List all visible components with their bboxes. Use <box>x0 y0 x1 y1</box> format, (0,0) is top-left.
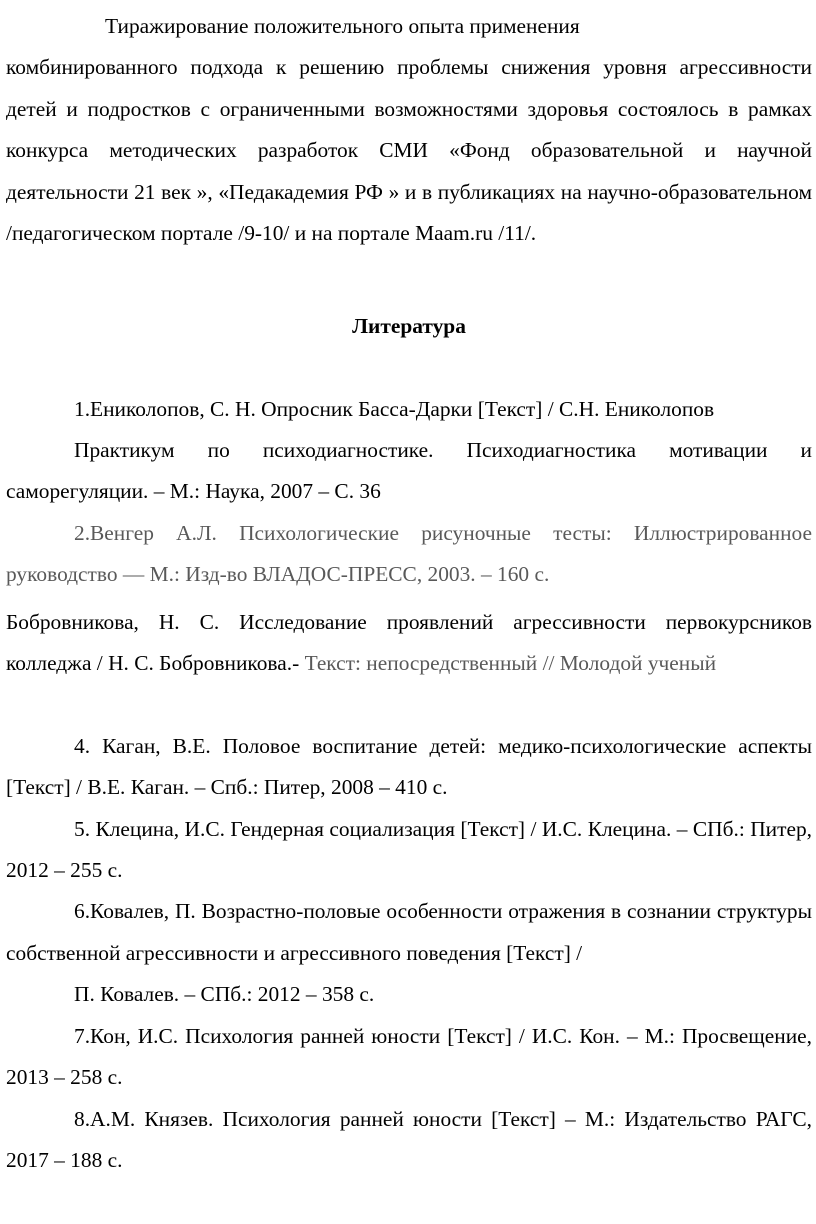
reference-item-3 <box>6 602 812 685</box>
bibliography-heading: Литература <box>352 313 466 338</box>
blank-line <box>6 254 812 295</box>
reference-item-6-continuation: П. Ковалев. – СПб.: 2012 – 358 с. <box>74 982 375 1007</box>
intro-line1: Тиражирование положительного опыта применения <box>105 14 580 38</box>
blank-line <box>6 347 812 388</box>
reference-item-5: 5. Клецина, И.С. Гендерная социализация [Текст] / И.С. Клецина. – СПб.: Питер, 2012 – 255 с. <box>6 816 812 883</box>
reference-item-6: 6.Ковалев, П. Возрастно-половые особенности отражения в сознании структуры собственной агрессивности и агрессивного поведения [Текст] / <box>6 899 812 965</box>
reference-item-7: 7.Кон, И.С. Психология ранней юности [Текст] / И.С. Кон. – М.: Просвещение, 2013 – 258 с. <box>6 1023 812 1090</box>
reference-item-1-continuation: Практикум по психодиагностике. Психодиагностика мотивации и саморегуляции. – М.: Наука, 2007 – С. 36 <box>6 438 812 504</box>
intro-continuation: комбинированного подхода к решению проблемы снижения уровня агрессивности детей и подростков с ограниченными возможностями здоровья состоялось в рамках конкурса методических разработок СМИ «Фонд образовательной и научной деятельности 21 век », «Педакадемия РФ » и в публикациях на научно-образовательном /педагогическом портале /9-10/ и на портале Maam.ru /11/. <box>6 55 812 246</box>
reference-item-3-main: Бобровникова, Н. С. Исследование проявлений агрессивности первокурсников колледжа / Н. С. Бобровникова.- <box>6 609 812 676</box>
intro-paragraph <box>6 6 812 254</box>
reference-item-1-line1: 1.Ениколопов, С. Н. Опросник Басса-Дарки [Текст] / С.Н. Ениколопов <box>74 396 715 421</box>
reference-item-2: 2.Венгер А.Л. Психологические рисуночные тесты: Иллюстрированное руководство — М.: Изд-во ВЛАДОС-ПРЕСС, 2003. – 160 с. <box>6 520 812 587</box>
reference-item-3-note: Текст: непосредственный // Молодой ученый <box>304 651 717 676</box>
reference-item-8: 8.А.М. Князев. Психология ранней юности [Текст] – М.: Издательство РАГС, 2017 – 188 с. <box>6 1106 812 1172</box>
blank-line <box>6 684 812 725</box>
reference-item-4: 4. Каган, В.Е. Половое воспитание детей: медико-психологические аспекты [Текст] / В.Е. Каган. – Спб.: Питер, 2008 – 410 с. <box>6 733 812 800</box>
